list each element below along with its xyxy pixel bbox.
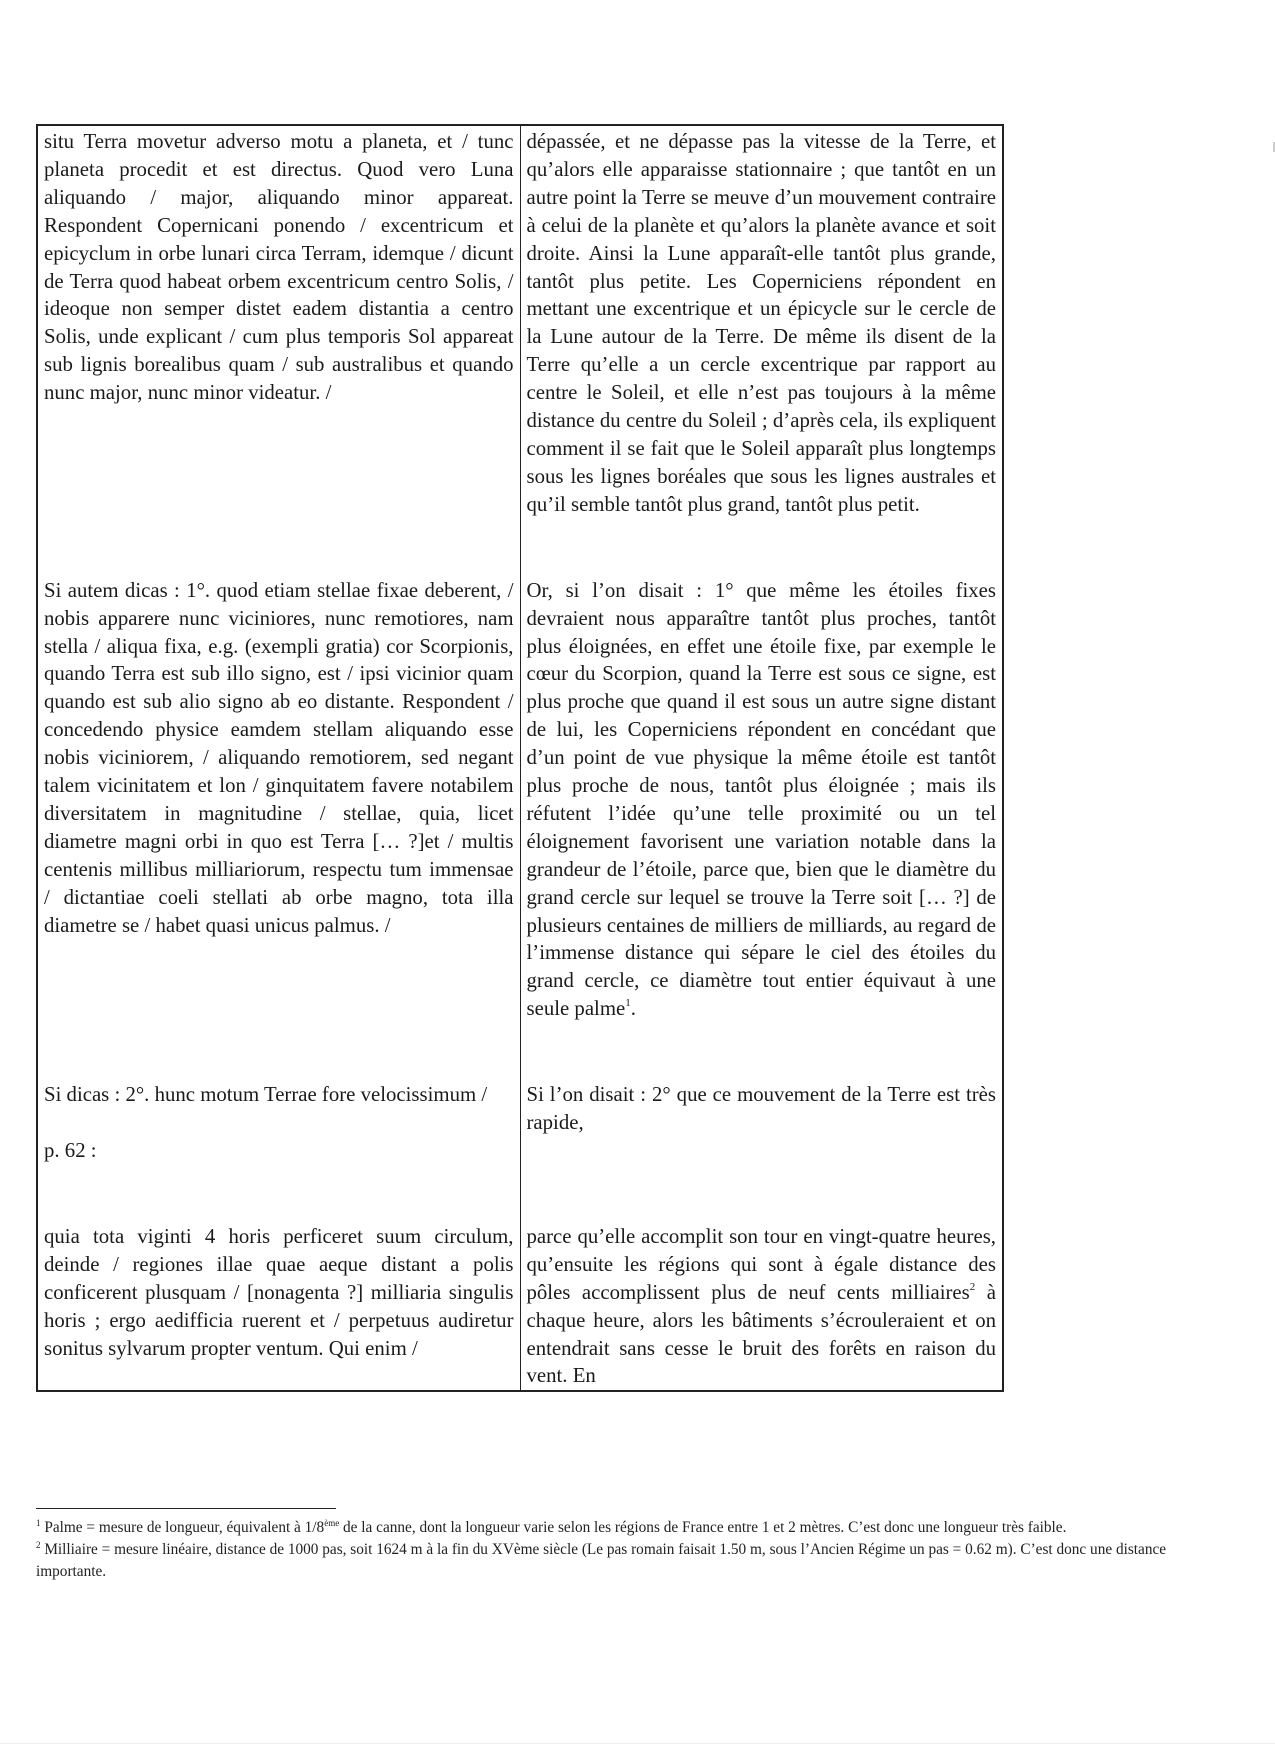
latin-text: Si dicas : 2°. hunc motum Terrae fore velocissimum / bbox=[44, 1083, 488, 1107]
row-spacer bbox=[527, 1023, 997, 1079]
latin-text: quia tota viginti 4 horis perficeret suum circulum, deinde / regiones illae quae aeque distant a polis conficerent plusquam / [nonagenta ?] milliaria singulis horis ; ergo aedifficia ruerent et / perpetuus audiretur sonitus sylvarum propter ventum. Qui enim / bbox=[44, 1224, 514, 1360]
french-cell bbox=[520, 575, 1003, 1080]
footnote-ref-2[interactable]: 2 bbox=[969, 1280, 976, 1293]
scan-bottom-edge bbox=[0, 1743, 1275, 1744]
french-cell bbox=[520, 125, 1003, 575]
latin-cell bbox=[37, 575, 520, 1080]
french-cell bbox=[520, 1079, 1003, 1221]
french-text: Si l’on disait : 2° que ce mouvement de la Terre est très rapide, bbox=[526, 1083, 996, 1135]
french-cell bbox=[520, 1221, 1003, 1391]
table-row bbox=[37, 575, 1003, 1080]
latin-cell bbox=[37, 1079, 520, 1221]
french-text-end: . bbox=[630, 997, 636, 1021]
footnote-2 bbox=[36, 1539, 1186, 1583]
footnote-text: Palme = mesure de longueur, équivalent à 1/8 bbox=[40, 1519, 325, 1536]
footnote-number: 2 bbox=[36, 1540, 41, 1550]
french-text bbox=[527, 577, 997, 1024]
french-text-part-a: parce qu’elle accomplit son tour en vingt-quatre heures, qu’ensuite les régions qui sont à égale distance des pôles accomplissent plus de neuf cents milliaires bbox=[526, 1224, 996, 1304]
footnote-text-cont: de la canne, dont la longueur varie selon les régions de France entre 1 et 2 mètres. C’est donc une longueur très faible. bbox=[339, 1519, 1067, 1536]
french-text bbox=[527, 1223, 997, 1390]
table-row bbox=[37, 1079, 1003, 1221]
row-spacer bbox=[44, 1165, 514, 1221]
french-text-part-b: à chaque heure, alors les bâtiments s’écrouleraient et on entendrait sans cesse le bruit des forêts en raison du vent. En bbox=[526, 1280, 996, 1388]
latin-cell bbox=[37, 125, 520, 575]
latin-text: situ Terra movetur adverso motu a planeta, et / tunc planeta procedit et est directus. Quod vero Luna aliquando / major, aliquando minor appareat. Respondent Copernicani ponendo / excentricum et epicyclum in orbe lunari circa Terram, idemque / dicunt de Terra quod habeat orbem excentricum centro Solis, / ideoque non semper distet eadem distantia a centro Solis, unde explicant / cum plus temporis Sol appareat sub lignis borealibus quam / sub australibus et quando nunc major, nunc minor videatur. / bbox=[44, 130, 514, 405]
table-row bbox=[37, 125, 1003, 575]
french-text: dépassée, et ne dépasse pas la vitesse de la Terre, et qu’alors elle apparaisse stationnaire ; que tantôt en un autre point la Terre se meuve d’un mouvement contraire à celui de la planète et qu’alors la planète avance et soit droite. Ainsi la Lune apparaît-elle tantôt plus grande, tantôt plus petite. Les Coperniciens répondent en mettant une excentrique et un épicycle sur le cercle de la Lune autour de la Terre. De même ils disent de la Terre qu’elle a un cercle excentrique par rapport au centre le Soleil, et elle n’est pas toujours à la même distance du centre du Soleil ; d’après cela, ils expliquent comment il se fait que le Soleil apparaît plus longtemps sous les lignes boréales que sous les lignes australes et qu’il semble tantôt plus grand, tantôt plus petit. bbox=[526, 130, 996, 516]
table-row bbox=[37, 1221, 1003, 1391]
bilingual-translation-table bbox=[36, 124, 1004, 1392]
footnote-text: Milliaire = mesure linéaire, distance de 1000 pas, soit 1624 m à la fin du XVème siècle (Le pas romain faisait 1.50 m, sous l’Ancien Régime un pas = 0.62 m). C’est donc une distance importante. bbox=[36, 1541, 1167, 1580]
latin-text: Si autem dicas : 1°. quod etiam stellae fixae deberent, / nobis apparere nunc viciniores, nunc remotiores, nam stella / aliqua fixa, e.g. (exempli gratia) cor Scorpionis, quando Terra est sub illo signo, est / ipsi vicinior quam quando est sub alio signo ab eo distante. Respondent / concedendo physice eamdem stellam aliquando esse nobis viciniorem, / aliquando remotiorem, sed negant talem vicinitatem et lon / ginquitatem favere notabilem diversitatem in magnitudine / stellae, quia, licet diametre magni orbi in quo est Terra [… ?]et / multis centenis millibus milliariorum, respectu tum immensae / dictantiae coeli stellati ab orbe magno, tota illa diametre se / habet quasi unicus palmus. / bbox=[44, 578, 514, 937]
french-text-body: Or, si l’on disait : 1° que même les étoiles fixes devraient nous apparaître tantôt plus proches, tantôt plus éloignées, en effet une étoile fixe, par exemple le cœur du Scorpion, quand la Terre est sous ce signe, est plus proche que quand il est sous un autre signe distant de lui, les Coperniciens répondent en concédant que d’un point de vue physique la même étoile est tantôt plus proche de nous, tantôt plus éloignée ; mais ils réfutent l’idée qu’une telle proximité ou un tel éloignement favorisent une variation notable dans la grandeur de l’étoile, parce que, bien que le diamètre du grand cercle sur lequel se trouve la Terre soit [… ?] de plusieurs centaines de milliers de milliards, au regard de l’immense distance qui sépare le ciel des étoiles du grand cercle, ce diamètre tout entier équivaut à une seule palme bbox=[526, 578, 996, 1021]
row-spacer bbox=[527, 519, 997, 575]
footnote-number: 1 bbox=[36, 1518, 41, 1528]
footnote-ref-1[interactable]: 1 bbox=[625, 997, 631, 1010]
footnote-separator bbox=[36, 1508, 336, 1509]
footnote-superscript: ème bbox=[324, 1518, 340, 1528]
page-reference: p. 62 : bbox=[44, 1138, 97, 1162]
footnotes bbox=[36, 1517, 1186, 1583]
footnote-1 bbox=[36, 1517, 1186, 1539]
latin-cell bbox=[37, 1221, 520, 1391]
